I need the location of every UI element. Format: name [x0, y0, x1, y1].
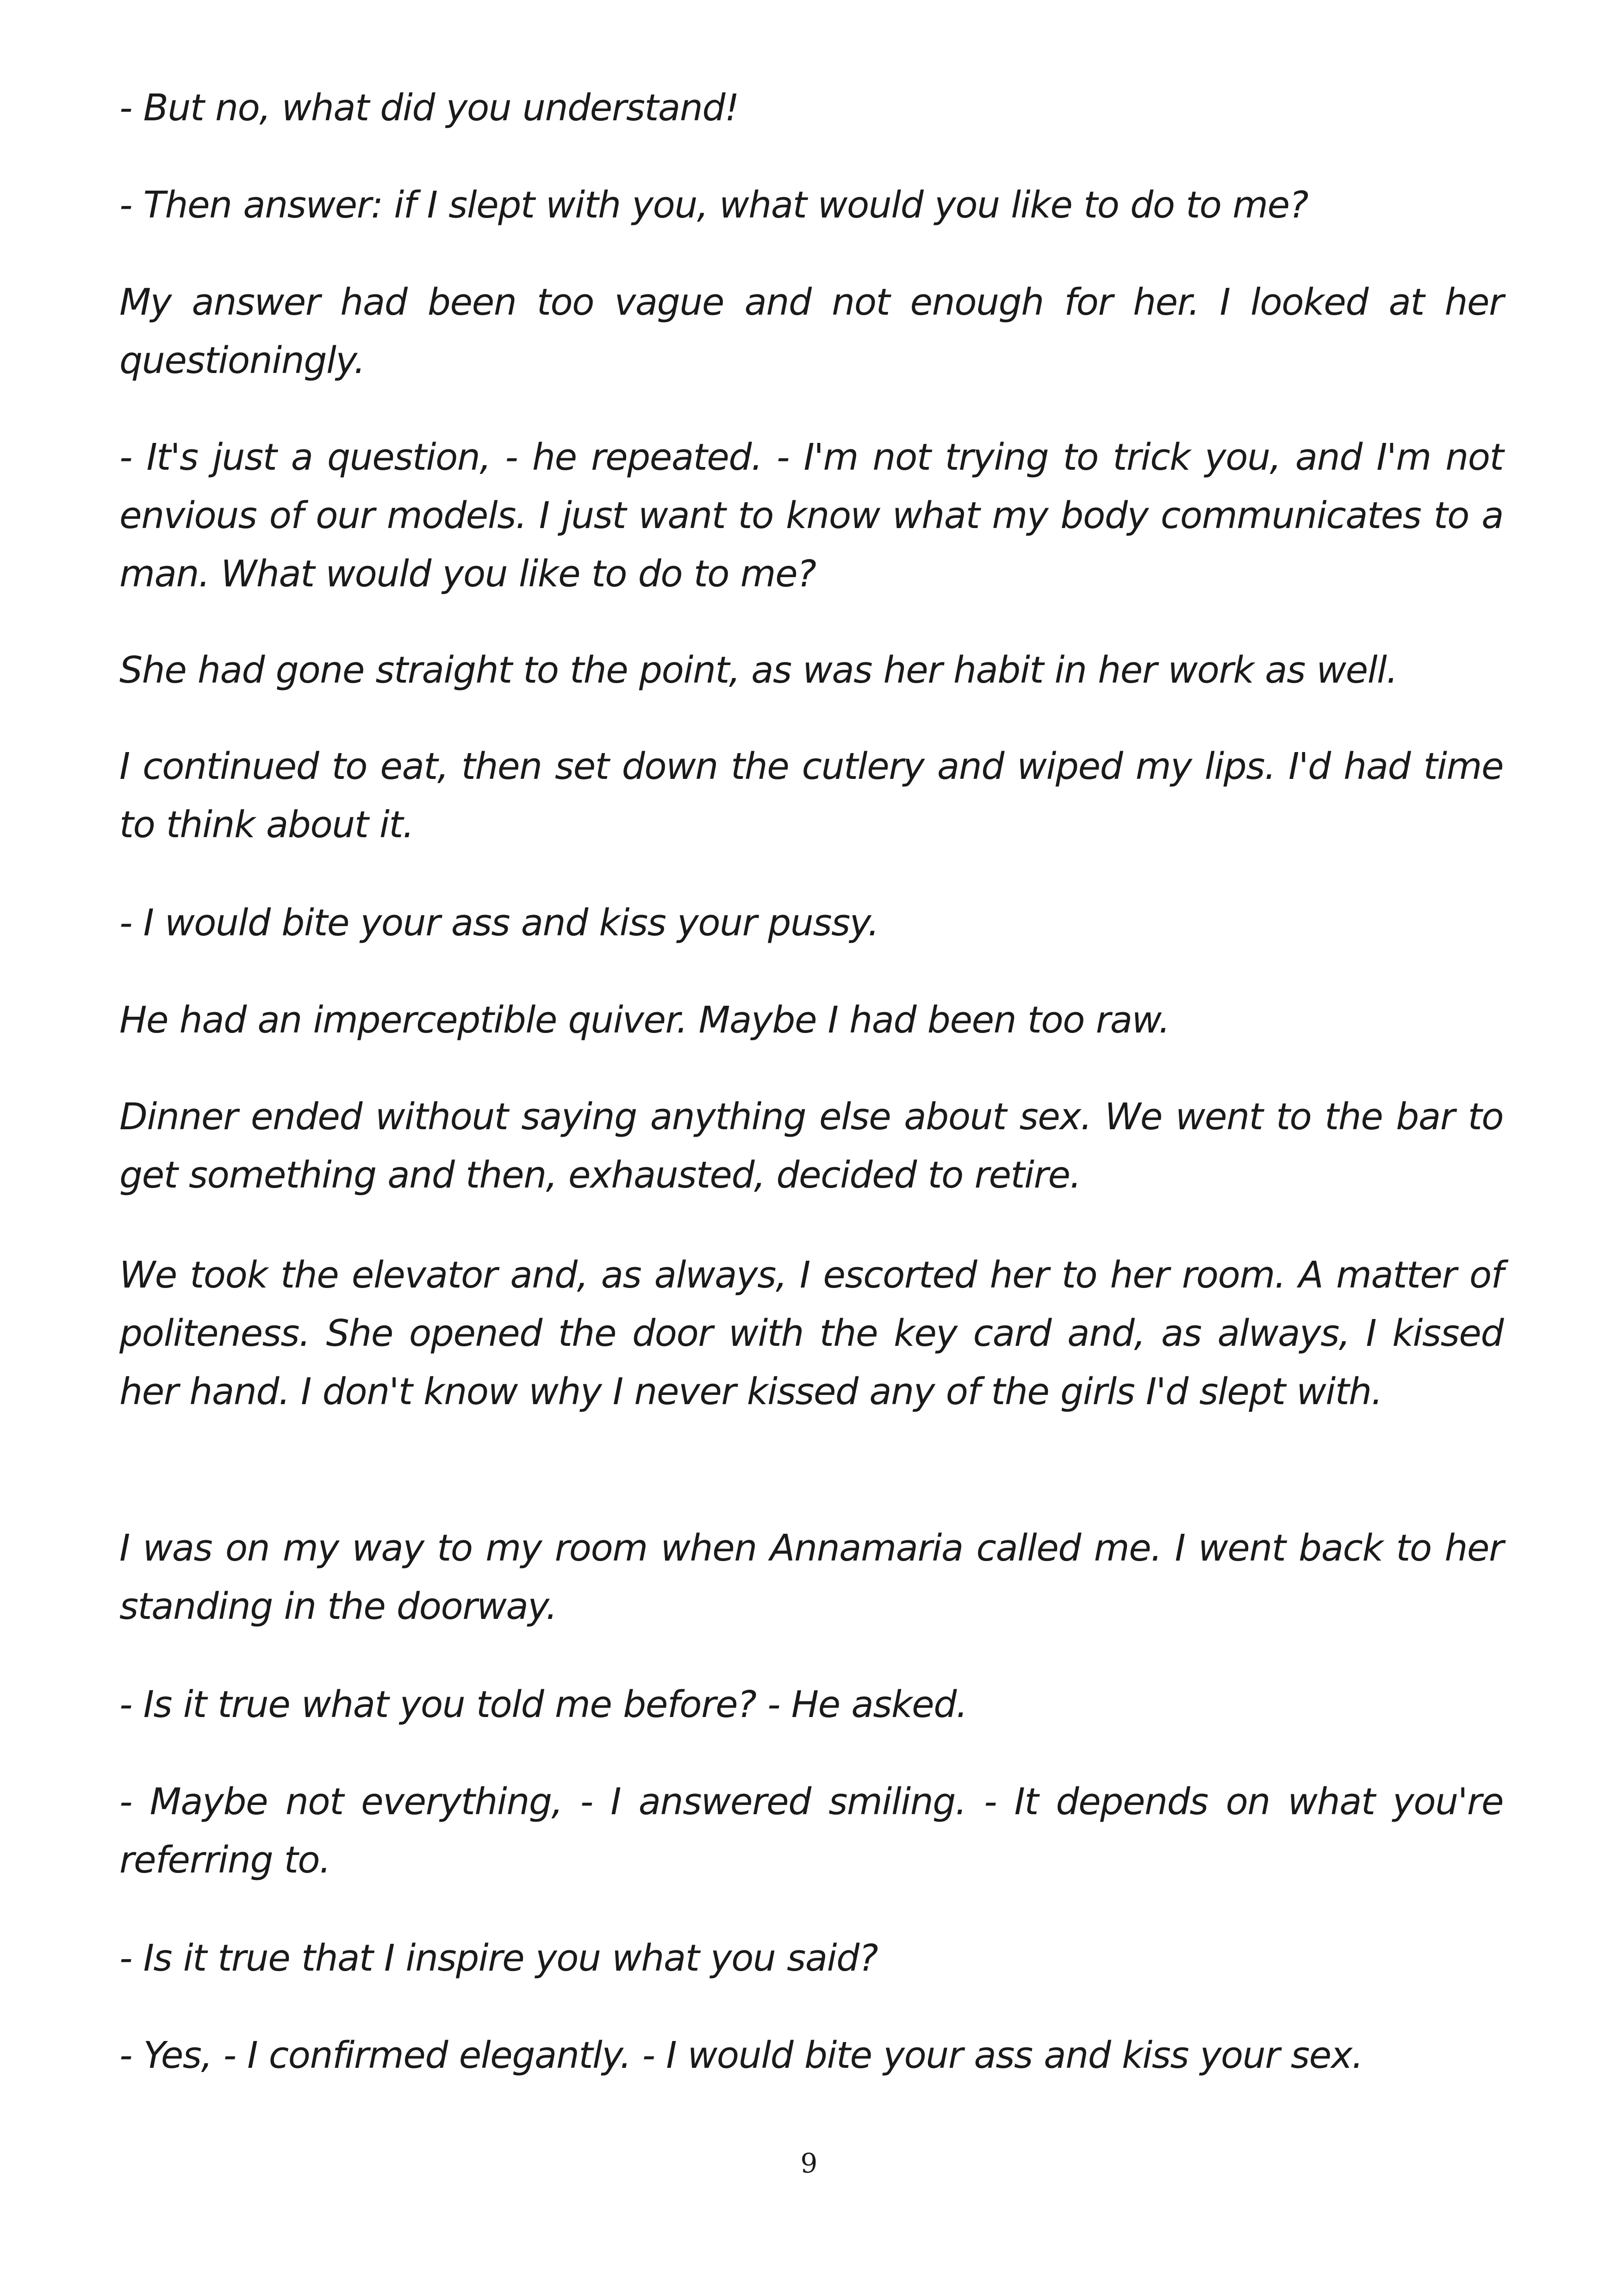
paragraph: - It's just a question, - he repeated. - I'm not trying to trick you, and I'm not envious of our models. I just want to know what my body communicates to a man. What would you like to do to me? — [119, 436, 1503, 595]
paragraph: My answer had been too vague and not enough for her. I looked at her questioningly. — [119, 281, 1503, 382]
paragraph: - But no, what did you understand! — [119, 87, 739, 129]
paragraph: - Maybe not everything, - I answered smiling. - It depends on what you're referring to. — [119, 1780, 1503, 1881]
paragraph: - Is it true that I inspire you what you said? — [119, 1937, 878, 1979]
page-number: 9 — [800, 2147, 818, 2179]
paragraph: We took the elevator and, as always, I escorted her to her room. A matter of politeness. She opened the door with the key card and, as always, I kissed her hand. I don't know why I never kissed any of the girls I'd slept with. — [119, 1254, 1503, 1413]
paragraph: I continued to eat, then set down the cutlery and wiped my lips. I'd had time to think about it. — [119, 745, 1503, 846]
paragraph: - I would bite your ass and kiss your pussy. — [119, 902, 879, 944]
paragraph: Dinner ended without saying anything else about sex. We went to the bar to get something and then, exhausted, decided to retire. — [119, 1095, 1503, 1196]
paragraph: - Is it true what you told me before? - He asked. — [119, 1683, 967, 1726]
paragraph: - Yes, - I confirmed elegantly. - I would bite your ass and kiss your sex. — [119, 2034, 1363, 2077]
paragraph: She had gone straight to the point, as was her habit in her work as well. — [119, 649, 1398, 691]
paragraph: I was on my way to my room when Annamaria called me. I went back to her standing in the doorway. — [119, 1527, 1503, 1628]
paragraph: - Then answer: if I slept with you, what would you like to do to me? — [119, 184, 1308, 226]
paragraph: He had an imperceptible quiver. Maybe I had been too raw. — [119, 999, 1170, 1041]
